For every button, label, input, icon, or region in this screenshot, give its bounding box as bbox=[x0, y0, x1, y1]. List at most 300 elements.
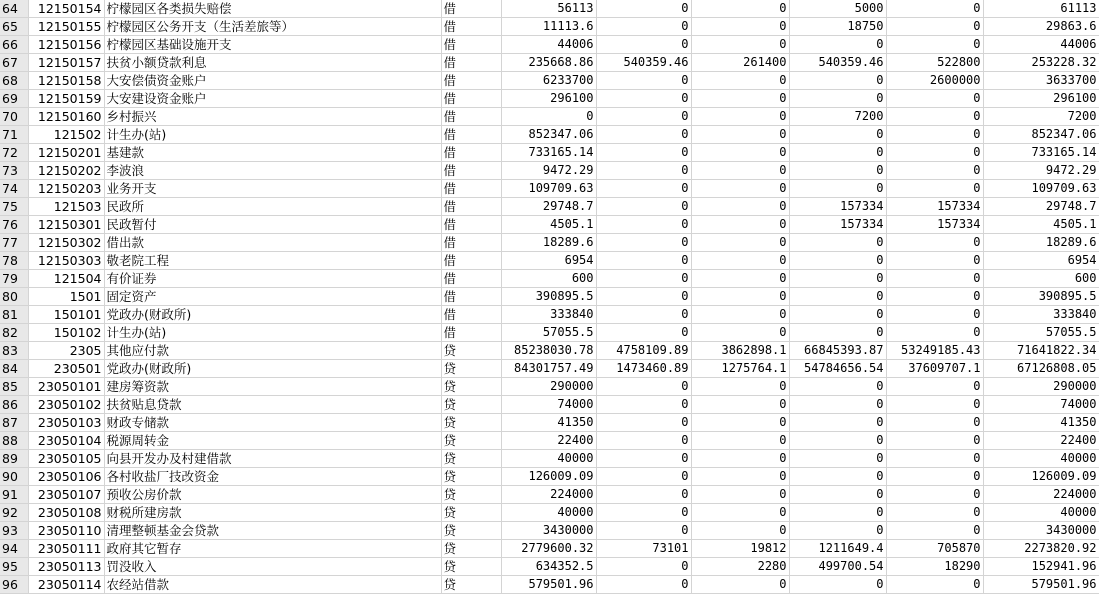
cell-credit-amount[interactable]: 157334 bbox=[886, 216, 983, 234]
cell-account-code[interactable]: 23050107 bbox=[28, 486, 104, 504]
cell-account-code[interactable]: 12150154 bbox=[28, 0, 104, 18]
cell-closing-balance[interactable]: 57055.5 bbox=[983, 324, 1099, 342]
cell-debit-amount[interactable]: 0 bbox=[789, 234, 886, 252]
cell-account-code[interactable]: 230501 bbox=[28, 360, 104, 378]
cell-direction[interactable]: 借 bbox=[441, 198, 501, 216]
cell-opening-balance[interactable]: 224000 bbox=[501, 486, 596, 504]
cell-debit-amount[interactable]: 0 bbox=[789, 432, 886, 450]
cell-account-code[interactable]: 1501 bbox=[28, 288, 104, 306]
cell-account-code[interactable]: 23050111 bbox=[28, 540, 104, 558]
cell-amount-2[interactable]: 0 bbox=[691, 396, 789, 414]
cell-amount-2[interactable]: 0 bbox=[691, 18, 789, 36]
row-header[interactable]: 65 bbox=[0, 18, 28, 36]
cell-closing-balance[interactable]: 733165.14 bbox=[983, 144, 1099, 162]
cell-debit-amount[interactable]: 540359.46 bbox=[789, 54, 886, 72]
cell-opening-balance[interactable]: 57055.5 bbox=[501, 324, 596, 342]
cell-account-name[interactable]: 各村收盐厂技改资金 bbox=[104, 468, 441, 486]
row-header[interactable]: 75 bbox=[0, 198, 28, 216]
cell-opening-balance[interactable]: 3430000 bbox=[501, 522, 596, 540]
cell-account-name[interactable]: 税源周转金 bbox=[104, 432, 441, 450]
cell-closing-balance[interactable]: 2273820.92 bbox=[983, 540, 1099, 558]
cell-closing-balance[interactable]: 74000 bbox=[983, 396, 1099, 414]
cell-amount-2[interactable]: 0 bbox=[691, 324, 789, 342]
cell-account-code[interactable]: 12150159 bbox=[28, 90, 104, 108]
cell-account-name[interactable]: 党政办(财政所) bbox=[104, 306, 441, 324]
cell-closing-balance[interactable]: 9472.29 bbox=[983, 162, 1099, 180]
row-header[interactable]: 76 bbox=[0, 216, 28, 234]
row-header[interactable]: 69 bbox=[0, 90, 28, 108]
cell-credit-amount[interactable]: 0 bbox=[886, 234, 983, 252]
cell-credit-amount[interactable]: 0 bbox=[886, 414, 983, 432]
row-header[interactable]: 68 bbox=[0, 72, 28, 90]
row-header[interactable]: 74 bbox=[0, 180, 28, 198]
cell-debit-amount[interactable]: 0 bbox=[789, 486, 886, 504]
cell-closing-balance[interactable]: 290000 bbox=[983, 378, 1099, 396]
row-header[interactable]: 81 bbox=[0, 306, 28, 324]
cell-closing-balance[interactable]: 3430000 bbox=[983, 522, 1099, 540]
cell-credit-amount[interactable]: 0 bbox=[886, 270, 983, 288]
cell-debit-amount[interactable]: 0 bbox=[789, 522, 886, 540]
cell-amount-2[interactable]: 0 bbox=[691, 234, 789, 252]
cell-credit-amount[interactable]: 0 bbox=[886, 90, 983, 108]
cell-amount-2[interactable]: 0 bbox=[691, 414, 789, 432]
row-header[interactable]: 66 bbox=[0, 36, 28, 54]
cell-debit-amount[interactable]: 18750 bbox=[789, 18, 886, 36]
row-header[interactable]: 89 bbox=[0, 450, 28, 468]
cell-credit-amount[interactable]: 0 bbox=[886, 126, 983, 144]
cell-credit-amount[interactable]: 0 bbox=[886, 0, 983, 18]
cell-opening-balance[interactable]: 40000 bbox=[501, 504, 596, 522]
cell-debit-amount[interactable]: 7200 bbox=[789, 108, 886, 126]
cell-account-name[interactable]: 大安偿债资金账户 bbox=[104, 72, 441, 90]
cell-account-code[interactable]: 12150301 bbox=[28, 216, 104, 234]
cell-amount-2[interactable]: 1275764.1 bbox=[691, 360, 789, 378]
cell-debit-amount[interactable]: 0 bbox=[789, 180, 886, 198]
cell-amount-2[interactable]: 261400 bbox=[691, 54, 789, 72]
cell-account-name[interactable]: 业务开支 bbox=[104, 180, 441, 198]
cell-opening-balance[interactable]: 4505.1 bbox=[501, 216, 596, 234]
cell-direction[interactable]: 贷 bbox=[441, 378, 501, 396]
cell-amount-2[interactable]: 3862898.1 bbox=[691, 342, 789, 360]
cell-account-code[interactable]: 23050105 bbox=[28, 450, 104, 468]
cell-amount-1[interactable]: 0 bbox=[596, 450, 691, 468]
cell-account-code[interactable]: 23050102 bbox=[28, 396, 104, 414]
cell-amount-2[interactable]: 0 bbox=[691, 432, 789, 450]
cell-direction[interactable]: 借 bbox=[441, 108, 501, 126]
cell-direction[interactable]: 借 bbox=[441, 126, 501, 144]
cell-account-name[interactable]: 计生办(站) bbox=[104, 324, 441, 342]
cell-amount-1[interactable]: 4758109.89 bbox=[596, 342, 691, 360]
cell-closing-balance[interactable]: 152941.96 bbox=[983, 558, 1099, 576]
cell-amount-1[interactable]: 540359.46 bbox=[596, 54, 691, 72]
cell-direction[interactable]: 借 bbox=[441, 288, 501, 306]
cell-account-code[interactable]: 23050113 bbox=[28, 558, 104, 576]
cell-account-name[interactable]: 扶贫贴息贷款 bbox=[104, 396, 441, 414]
cell-account-code[interactable]: 23050108 bbox=[28, 504, 104, 522]
cell-account-name[interactable]: 政府其它暂存 bbox=[104, 540, 441, 558]
cell-opening-balance[interactable]: 296100 bbox=[501, 90, 596, 108]
row-header[interactable]: 91 bbox=[0, 486, 28, 504]
cell-account-code[interactable]: 12150201 bbox=[28, 144, 104, 162]
cell-account-name[interactable]: 李波浪 bbox=[104, 162, 441, 180]
cell-closing-balance[interactable]: 296100 bbox=[983, 90, 1099, 108]
cell-amount-2[interactable]: 0 bbox=[691, 450, 789, 468]
cell-account-code[interactable]: 23050101 bbox=[28, 378, 104, 396]
cell-credit-amount[interactable]: 53249185.43 bbox=[886, 342, 983, 360]
cell-amount-2[interactable]: 0 bbox=[691, 306, 789, 324]
cell-account-code[interactable]: 12150203 bbox=[28, 180, 104, 198]
row-header[interactable]: 94 bbox=[0, 540, 28, 558]
cell-amount-2[interactable]: 0 bbox=[691, 576, 789, 594]
cell-closing-balance[interactable]: 109709.63 bbox=[983, 180, 1099, 198]
cell-credit-amount[interactable]: 0 bbox=[886, 576, 983, 594]
cell-account-name[interactable]: 农经站借款 bbox=[104, 576, 441, 594]
cell-debit-amount[interactable]: 66845393.87 bbox=[789, 342, 886, 360]
cell-amount-1[interactable]: 0 bbox=[596, 414, 691, 432]
cell-opening-balance[interactable]: 40000 bbox=[501, 450, 596, 468]
cell-amount-2[interactable]: 0 bbox=[691, 180, 789, 198]
cell-amount-2[interactable]: 0 bbox=[691, 90, 789, 108]
cell-amount-1[interactable]: 0 bbox=[596, 234, 691, 252]
cell-closing-balance[interactable]: 29748.7 bbox=[983, 198, 1099, 216]
cell-closing-balance[interactable]: 4505.1 bbox=[983, 216, 1099, 234]
cell-amount-2[interactable]: 0 bbox=[691, 270, 789, 288]
cell-account-name[interactable]: 扶贫小额贷款利息 bbox=[104, 54, 441, 72]
cell-amount-2[interactable]: 0 bbox=[691, 486, 789, 504]
cell-closing-balance[interactable]: 126009.09 bbox=[983, 468, 1099, 486]
cell-closing-balance[interactable]: 7200 bbox=[983, 108, 1099, 126]
cell-account-name[interactable]: 柠檬园区各类损失赔偿 bbox=[104, 0, 441, 18]
cell-debit-amount[interactable]: 0 bbox=[789, 72, 886, 90]
cell-amount-1[interactable]: 0 bbox=[596, 378, 691, 396]
cell-amount-2[interactable]: 19812 bbox=[691, 540, 789, 558]
cell-opening-balance[interactable]: 22400 bbox=[501, 432, 596, 450]
cell-debit-amount[interactable]: 54784656.54 bbox=[789, 360, 886, 378]
cell-account-name[interactable]: 柠檬园区基础设施开支 bbox=[104, 36, 441, 54]
cell-direction[interactable]: 贷 bbox=[441, 468, 501, 486]
cell-direction[interactable]: 贷 bbox=[441, 486, 501, 504]
cell-account-code[interactable]: 2305 bbox=[28, 342, 104, 360]
cell-account-name[interactable]: 财政专储款 bbox=[104, 414, 441, 432]
cell-debit-amount[interactable]: 499700.54 bbox=[789, 558, 886, 576]
cell-credit-amount[interactable]: 0 bbox=[886, 522, 983, 540]
cell-debit-amount[interactable]: 0 bbox=[789, 144, 886, 162]
cell-credit-amount[interactable]: 0 bbox=[886, 432, 983, 450]
cell-opening-balance[interactable]: 0 bbox=[501, 108, 596, 126]
cell-account-name[interactable]: 清理整顿基金会贷款 bbox=[104, 522, 441, 540]
row-header[interactable]: 84 bbox=[0, 360, 28, 378]
cell-account-code[interactable]: 150101 bbox=[28, 306, 104, 324]
cell-amount-2[interactable]: 0 bbox=[691, 216, 789, 234]
cell-account-name[interactable]: 计生办(站) bbox=[104, 126, 441, 144]
row-header[interactable]: 92 bbox=[0, 504, 28, 522]
cell-direction[interactable]: 借 bbox=[441, 216, 501, 234]
cell-amount-2[interactable]: 0 bbox=[691, 522, 789, 540]
row-header[interactable]: 64 bbox=[0, 0, 28, 18]
cell-debit-amount[interactable]: 0 bbox=[789, 270, 886, 288]
cell-credit-amount[interactable]: 0 bbox=[886, 144, 983, 162]
cell-account-code[interactable]: 23050106 bbox=[28, 468, 104, 486]
cell-direction[interactable]: 贷 bbox=[441, 360, 501, 378]
cell-account-name[interactable]: 其他应付款 bbox=[104, 342, 441, 360]
cell-direction[interactable]: 贷 bbox=[441, 522, 501, 540]
cell-amount-2[interactable]: 0 bbox=[691, 468, 789, 486]
row-header[interactable]: 95 bbox=[0, 558, 28, 576]
cell-direction[interactable]: 贷 bbox=[441, 540, 501, 558]
cell-account-name[interactable]: 乡村振兴 bbox=[104, 108, 441, 126]
cell-direction[interactable]: 借 bbox=[441, 270, 501, 288]
cell-credit-amount[interactable]: 0 bbox=[886, 468, 983, 486]
cell-opening-balance[interactable]: 390895.5 bbox=[501, 288, 596, 306]
cell-opening-balance[interactable]: 733165.14 bbox=[501, 144, 596, 162]
cell-closing-balance[interactable]: 600 bbox=[983, 270, 1099, 288]
cell-amount-2[interactable]: 0 bbox=[691, 72, 789, 90]
cell-debit-amount[interactable]: 0 bbox=[789, 324, 886, 342]
cell-closing-balance[interactable]: 67126808.05 bbox=[983, 360, 1099, 378]
cell-direction[interactable]: 借 bbox=[441, 0, 501, 18]
cell-opening-balance[interactable]: 2779600.32 bbox=[501, 540, 596, 558]
row-header[interactable]: 80 bbox=[0, 288, 28, 306]
row-header[interactable]: 96 bbox=[0, 576, 28, 594]
cell-account-name[interactable]: 罚没收入 bbox=[104, 558, 441, 576]
cell-direction[interactable]: 借 bbox=[441, 180, 501, 198]
cell-credit-amount[interactable]: 18290 bbox=[886, 558, 983, 576]
cell-direction[interactable]: 借 bbox=[441, 324, 501, 342]
cell-account-name[interactable]: 基建款 bbox=[104, 144, 441, 162]
cell-closing-balance[interactable]: 71641822.34 bbox=[983, 342, 1099, 360]
cell-closing-balance[interactable]: 61113 bbox=[983, 0, 1099, 18]
cell-amount-1[interactable]: 0 bbox=[596, 486, 691, 504]
cell-amount-2[interactable]: 0 bbox=[691, 0, 789, 18]
cell-account-code[interactable]: 121504 bbox=[28, 270, 104, 288]
cell-amount-2[interactable]: 0 bbox=[691, 144, 789, 162]
cell-amount-2[interactable]: 0 bbox=[691, 36, 789, 54]
row-header[interactable]: 90 bbox=[0, 468, 28, 486]
cell-amount-1[interactable]: 0 bbox=[596, 252, 691, 270]
cell-debit-amount[interactable]: 0 bbox=[789, 396, 886, 414]
cell-direction[interactable]: 贷 bbox=[441, 396, 501, 414]
cell-opening-balance[interactable]: 41350 bbox=[501, 414, 596, 432]
row-header[interactable]: 85 bbox=[0, 378, 28, 396]
cell-credit-amount[interactable]: 0 bbox=[886, 306, 983, 324]
cell-account-name[interactable]: 柠檬园区公务开支（生活差旅等） bbox=[104, 18, 441, 36]
cell-opening-balance[interactable]: 29748.7 bbox=[501, 198, 596, 216]
cell-account-name[interactable]: 大安建设资金账户 bbox=[104, 90, 441, 108]
cell-account-code[interactable]: 23050103 bbox=[28, 414, 104, 432]
cell-credit-amount[interactable]: 0 bbox=[886, 504, 983, 522]
cell-amount-1[interactable]: 0 bbox=[596, 558, 691, 576]
cell-account-name[interactable]: 财税所建房款 bbox=[104, 504, 441, 522]
cell-credit-amount[interactable]: 0 bbox=[886, 324, 983, 342]
cell-debit-amount[interactable]: 0 bbox=[789, 450, 886, 468]
cell-debit-amount[interactable]: 157334 bbox=[789, 198, 886, 216]
cell-direction[interactable]: 贷 bbox=[441, 342, 501, 360]
cell-amount-1[interactable]: 1473460.89 bbox=[596, 360, 691, 378]
cell-amount-1[interactable]: 0 bbox=[596, 522, 691, 540]
cell-closing-balance[interactable]: 22400 bbox=[983, 432, 1099, 450]
cell-direction[interactable]: 借 bbox=[441, 90, 501, 108]
cell-direction[interactable]: 借 bbox=[441, 234, 501, 252]
cell-credit-amount[interactable]: 0 bbox=[886, 180, 983, 198]
cell-credit-amount[interactable]: 0 bbox=[886, 450, 983, 468]
cell-amount-1[interactable]: 0 bbox=[596, 324, 691, 342]
row-header[interactable]: 71 bbox=[0, 126, 28, 144]
row-header[interactable]: 72 bbox=[0, 144, 28, 162]
cell-opening-balance[interactable]: 18289.6 bbox=[501, 234, 596, 252]
cell-amount-1[interactable]: 0 bbox=[596, 72, 691, 90]
cell-credit-amount[interactable]: 0 bbox=[886, 288, 983, 306]
cell-credit-amount[interactable]: 0 bbox=[886, 108, 983, 126]
cell-account-code[interactable]: 12150160 bbox=[28, 108, 104, 126]
cell-account-code[interactable]: 23050110 bbox=[28, 522, 104, 540]
cell-amount-1[interactable]: 0 bbox=[596, 468, 691, 486]
cell-amount-1[interactable]: 0 bbox=[596, 126, 691, 144]
cell-amount-1[interactable]: 0 bbox=[596, 18, 691, 36]
cell-closing-balance[interactable]: 41350 bbox=[983, 414, 1099, 432]
cell-account-code[interactable]: 12150202 bbox=[28, 162, 104, 180]
cell-opening-balance[interactable]: 74000 bbox=[501, 396, 596, 414]
cell-account-code[interactable]: 12150302 bbox=[28, 234, 104, 252]
cell-amount-1[interactable]: 0 bbox=[596, 432, 691, 450]
cell-direction[interactable]: 借 bbox=[441, 36, 501, 54]
cell-direction[interactable]: 借 bbox=[441, 162, 501, 180]
cell-closing-balance[interactable]: 579501.96 bbox=[983, 576, 1099, 594]
row-header[interactable]: 78 bbox=[0, 252, 28, 270]
cell-closing-balance[interactable]: 18289.6 bbox=[983, 234, 1099, 252]
cell-amount-1[interactable]: 0 bbox=[596, 504, 691, 522]
cell-amount-1[interactable]: 0 bbox=[596, 198, 691, 216]
cell-debit-amount[interactable]: 0 bbox=[789, 90, 886, 108]
cell-amount-2[interactable]: 2280 bbox=[691, 558, 789, 576]
cell-amount-1[interactable]: 0 bbox=[596, 36, 691, 54]
cell-amount-1[interactable]: 0 bbox=[596, 216, 691, 234]
cell-opening-balance[interactable]: 852347.06 bbox=[501, 126, 596, 144]
cell-credit-amount[interactable]: 0 bbox=[886, 396, 983, 414]
cell-account-code[interactable]: 12150157 bbox=[28, 54, 104, 72]
cell-account-name[interactable]: 党政办(财政所) bbox=[104, 360, 441, 378]
cell-closing-balance[interactable]: 224000 bbox=[983, 486, 1099, 504]
cell-closing-balance[interactable]: 852347.06 bbox=[983, 126, 1099, 144]
cell-account-code[interactable]: 121502 bbox=[28, 126, 104, 144]
cell-credit-amount[interactable]: 0 bbox=[886, 36, 983, 54]
cell-opening-balance[interactable]: 126009.09 bbox=[501, 468, 596, 486]
cell-credit-amount[interactable]: 37609707.1 bbox=[886, 360, 983, 378]
cell-closing-balance[interactable]: 390895.5 bbox=[983, 288, 1099, 306]
cell-amount-1[interactable]: 0 bbox=[596, 306, 691, 324]
cell-credit-amount[interactable]: 705870 bbox=[886, 540, 983, 558]
cell-opening-balance[interactable]: 9472.29 bbox=[501, 162, 596, 180]
cell-direction[interactable]: 借 bbox=[441, 18, 501, 36]
cell-account-code[interactable]: 12150155 bbox=[28, 18, 104, 36]
cell-amount-1[interactable]: 0 bbox=[596, 0, 691, 18]
cell-opening-balance[interactable]: 85238030.78 bbox=[501, 342, 596, 360]
cell-direction[interactable]: 借 bbox=[441, 72, 501, 90]
cell-debit-amount[interactable]: 0 bbox=[789, 414, 886, 432]
cell-opening-balance[interactable]: 579501.96 bbox=[501, 576, 596, 594]
cell-closing-balance[interactable]: 40000 bbox=[983, 450, 1099, 468]
cell-debit-amount[interactable]: 1211649.4 bbox=[789, 540, 886, 558]
cell-debit-amount[interactable]: 0 bbox=[789, 576, 886, 594]
row-header[interactable]: 73 bbox=[0, 162, 28, 180]
cell-opening-balance[interactable]: 109709.63 bbox=[501, 180, 596, 198]
cell-debit-amount[interactable]: 157334 bbox=[789, 216, 886, 234]
cell-direction[interactable]: 贷 bbox=[441, 432, 501, 450]
cell-amount-1[interactable]: 0 bbox=[596, 270, 691, 288]
cell-opening-balance[interactable]: 600 bbox=[501, 270, 596, 288]
cell-amount-2[interactable]: 0 bbox=[691, 108, 789, 126]
cell-amount-1[interactable]: 0 bbox=[596, 288, 691, 306]
cell-account-code[interactable]: 23050104 bbox=[28, 432, 104, 450]
cell-credit-amount[interactable]: 2600000 bbox=[886, 72, 983, 90]
cell-direction[interactable]: 借 bbox=[441, 144, 501, 162]
cell-account-code[interactable]: 121503 bbox=[28, 198, 104, 216]
cell-credit-amount[interactable]: 157334 bbox=[886, 198, 983, 216]
cell-account-name[interactable]: 借出款 bbox=[104, 234, 441, 252]
row-header[interactable]: 70 bbox=[0, 108, 28, 126]
cell-debit-amount[interactable]: 5000 bbox=[789, 0, 886, 18]
cell-account-name[interactable]: 有价证券 bbox=[104, 270, 441, 288]
cell-direction[interactable]: 贷 bbox=[441, 504, 501, 522]
cell-amount-2[interactable]: 0 bbox=[691, 126, 789, 144]
cell-credit-amount[interactable]: 0 bbox=[886, 162, 983, 180]
cell-debit-amount[interactable]: 0 bbox=[789, 378, 886, 396]
row-header[interactable]: 93 bbox=[0, 522, 28, 540]
cell-amount-2[interactable]: 0 bbox=[691, 198, 789, 216]
cell-opening-balance[interactable]: 84301757.49 bbox=[501, 360, 596, 378]
cell-amount-2[interactable]: 0 bbox=[691, 252, 789, 270]
cell-account-name[interactable]: 民政暂付 bbox=[104, 216, 441, 234]
cell-amount-2[interactable]: 0 bbox=[691, 162, 789, 180]
row-header[interactable]: 67 bbox=[0, 54, 28, 72]
cell-direction[interactable]: 贷 bbox=[441, 576, 501, 594]
cell-credit-amount[interactable]: 0 bbox=[886, 18, 983, 36]
cell-closing-balance[interactable]: 333840 bbox=[983, 306, 1099, 324]
cell-direction[interactable]: 贷 bbox=[441, 450, 501, 468]
cell-closing-balance[interactable]: 29863.6 bbox=[983, 18, 1099, 36]
cell-opening-balance[interactable]: 6954 bbox=[501, 252, 596, 270]
cell-credit-amount[interactable]: 0 bbox=[886, 378, 983, 396]
cell-amount-1[interactable]: 0 bbox=[596, 108, 691, 126]
cell-amount-1[interactable]: 0 bbox=[596, 180, 691, 198]
row-header[interactable]: 79 bbox=[0, 270, 28, 288]
cell-credit-amount[interactable]: 0 bbox=[886, 486, 983, 504]
cell-debit-amount[interactable]: 0 bbox=[789, 504, 886, 522]
cell-opening-balance[interactable]: 235668.86 bbox=[501, 54, 596, 72]
cell-account-code[interactable]: 12150156 bbox=[28, 36, 104, 54]
cell-opening-balance[interactable]: 6233700 bbox=[501, 72, 596, 90]
cell-amount-2[interactable]: 0 bbox=[691, 378, 789, 396]
cell-opening-balance[interactable]: 634352.5 bbox=[501, 558, 596, 576]
cell-account-code[interactable]: 23050114 bbox=[28, 576, 104, 594]
cell-amount-1[interactable]: 0 bbox=[596, 90, 691, 108]
cell-account-name[interactable]: 民政所 bbox=[104, 198, 441, 216]
cell-account-name[interactable]: 固定资产 bbox=[104, 288, 441, 306]
cell-direction[interactable]: 借 bbox=[441, 306, 501, 324]
cell-closing-balance[interactable]: 44006 bbox=[983, 36, 1099, 54]
cell-direction[interactable]: 贷 bbox=[441, 414, 501, 432]
cell-direction[interactable]: 贷 bbox=[441, 558, 501, 576]
cell-debit-amount[interactable]: 0 bbox=[789, 468, 886, 486]
cell-opening-balance[interactable]: 11113.6 bbox=[501, 18, 596, 36]
cell-amount-1[interactable]: 0 bbox=[596, 576, 691, 594]
cell-account-name[interactable]: 向县开发办及村建借款 bbox=[104, 450, 441, 468]
row-header[interactable]: 86 bbox=[0, 396, 28, 414]
cell-amount-2[interactable]: 0 bbox=[691, 288, 789, 306]
cell-account-code[interactable]: 12150303 bbox=[28, 252, 104, 270]
cell-credit-amount[interactable]: 0 bbox=[886, 252, 983, 270]
cell-credit-amount[interactable]: 522800 bbox=[886, 54, 983, 72]
cell-opening-balance[interactable]: 56113 bbox=[501, 0, 596, 18]
